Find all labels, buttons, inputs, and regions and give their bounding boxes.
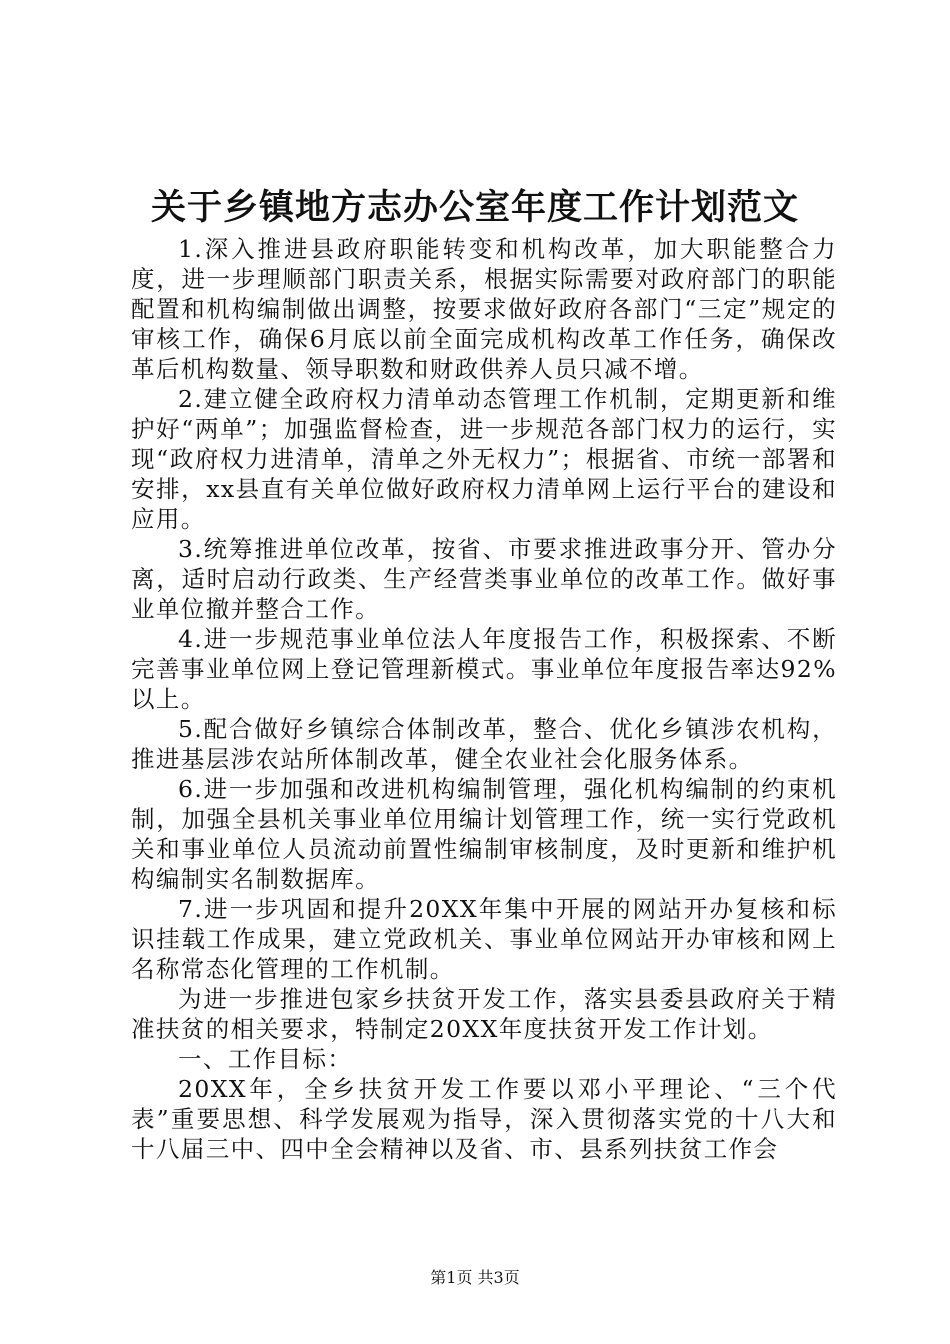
- paragraph-3: 3.统筹推进单位改革，按省、市要求推进政事分开、管办分离，适时启动行政类、生产经营类事业单位的改革工作。做好事业单位撤并整合工作。: [131, 535, 837, 623]
- paragraph-1: 1.深入推进县政府职能转变和机构改革，加大职能整合力度，进一步理顺部门职责关系，根据实际需要对政府部门的职能配置和机构编制做出调整，按要求做好政府各部门“三定”规定的审核工作，确保6月底以前全面完成机构改革工作任务，确保改革后机构数量、领导职数和财政供养人员只减不增。: [131, 235, 837, 383]
- paragraph-goals: 20XX年，全乡扶贫开发工作要以邓小平理论、“三个代表”重要思想、科学发展观为指导，深入贯彻落实党的十八大和十八届三中、四中全会精神以及省、市、县系列扶贫工作会: [131, 1075, 837, 1163]
- paragraph-2: 2.建立健全政府权力清单动态管理工作机制，定期更新和维护好“两单”；加强监督检查，进一步规范各部门权力的运行，实现“政府权力进清单，清单之外无权力”；根据省、市统一部署和安排，xx县直有关单位做好政府权力清单网上运行平台的建设和应用。: [131, 385, 837, 533]
- page-footer: 第1页 共3页: [430, 1268, 520, 1287]
- paragraph-intro: 为进一步推进包家乡扶贫开发工作，落实县委县政府关于精准扶贫的相关要求，特制定20XX年度扶贫开发工作计划。: [131, 985, 837, 1043]
- document-title: 关于乡镇地方志办公室年度工作计划范文: [150, 187, 799, 228]
- paragraph-4: 4.进一步规范事业单位法人年度报告工作，积极探索、不断完善事业单位网上登记管理新模式。事业单位年度报告率达92%以上。: [131, 625, 837, 713]
- document-body: [131, 234, 837, 1164]
- section-heading-goals: 一、工作目标：: [178, 1045, 353, 1073]
- paragraph-7: 7.进一步巩固和提升20XX年集中开展的网站开办复核和标识挂载工作成果，建立党政机关、事业单位网站开办审核和网上名称常态化管理的工作机制。: [131, 895, 837, 983]
- paragraph-6: 6.进一步加强和改进机构编制管理，强化机构编制的约束机制，加强全县机关事业单位用编计划管理工作，统一实行党政机关和事业单位人员流动前置性编制审核制度，及时更新和维护机构编制实名制数据库。: [131, 775, 837, 893]
- paragraph-5: 5.配合做好乡镇综合体制改革，整合、优化乡镇涉农机构，推进基层涉农站所体制改革，健全农业社会化服务体系。: [131, 715, 837, 773]
